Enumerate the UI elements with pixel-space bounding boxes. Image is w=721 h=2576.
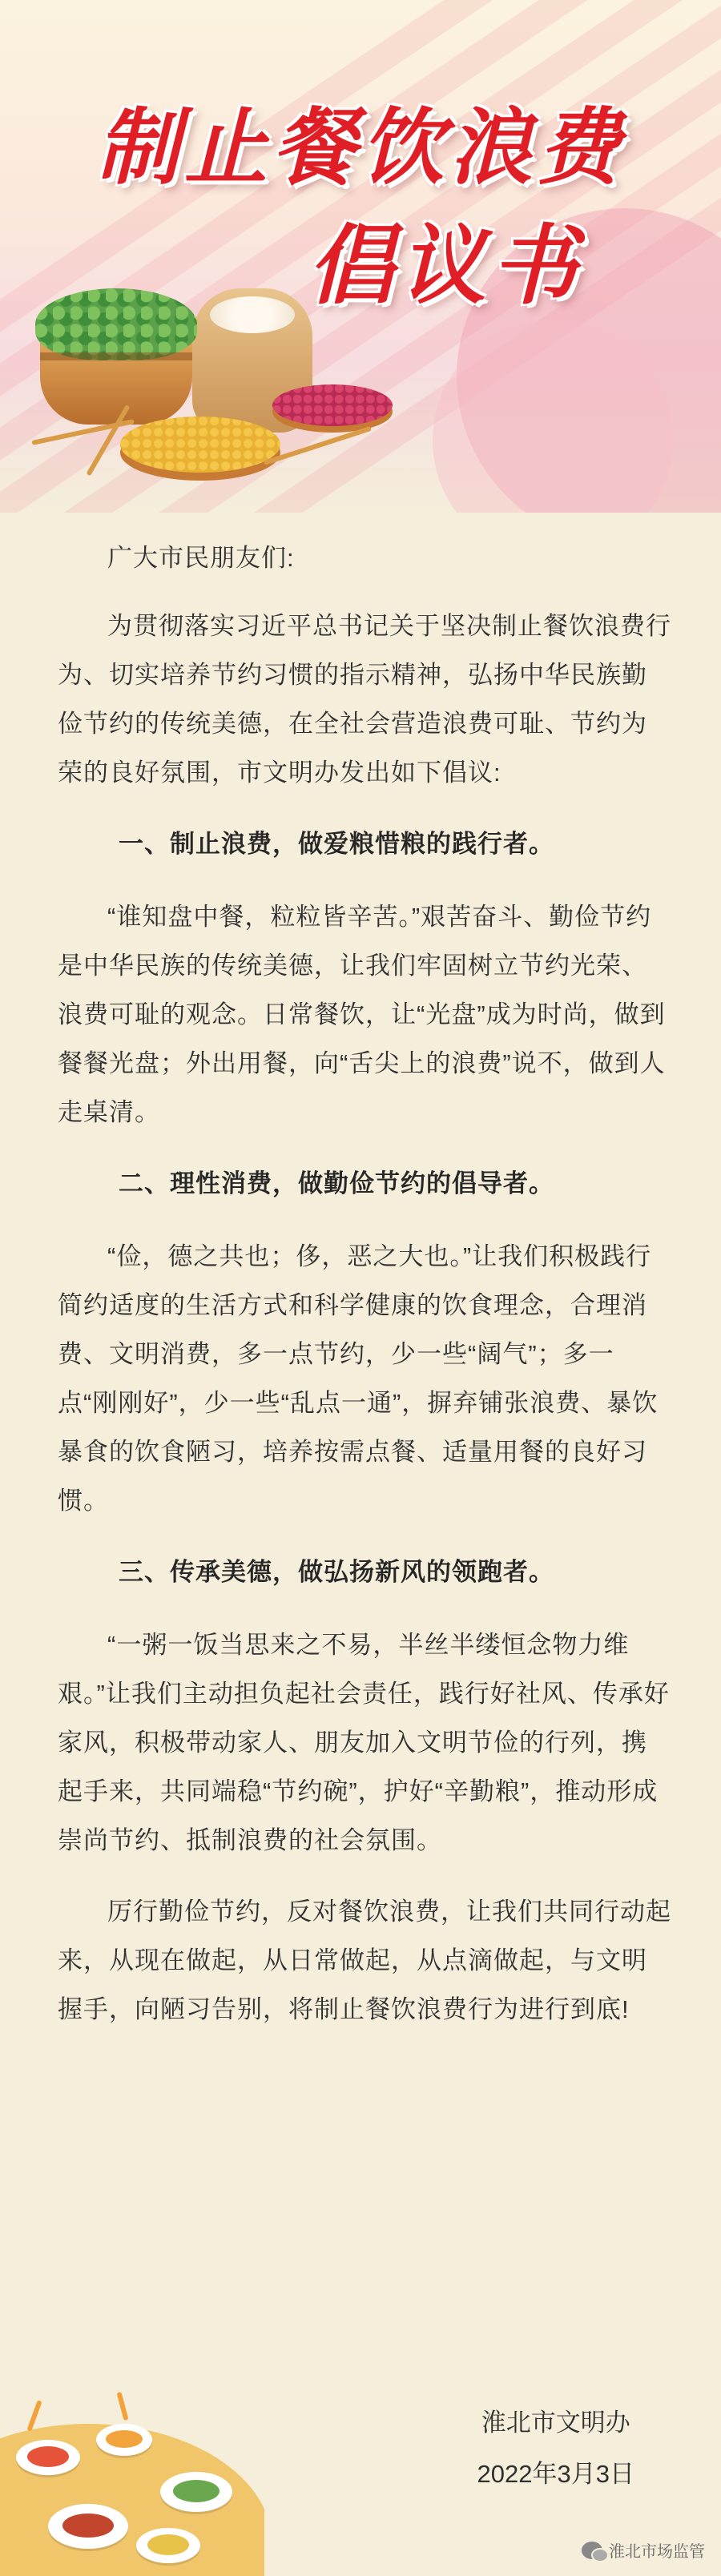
proposal-body [0,513,721,2056]
section-text-3: “一粥一饭当思来之不易，半丝半缕恒念物力维艰。”让我们主动担负起社会责任，践行好社风、传承好家风，积极带动家人、朋友加入文明节俭的行列，携起手来，共同端稳“节约碗”，护好“辛勤粮”，推动形成崇尚节约、抵制浪费的社会氛围。 [58,1631,670,1854]
watermark-text: 淮北市场监管 [609,2543,705,2561]
section-heading-2: 二、理性消费，做勤俭节约的倡导者。 [119,1169,554,1197]
dish [16,2440,80,2475]
dish [48,2504,128,2549]
dish [96,2424,152,2456]
signature-date: 2022年3月3日 [477,2460,634,2488]
title-line-2: 倡议书 [307,216,582,316]
green-bean-basket [40,336,192,425]
signature-org: 淮北市文明办 [481,2409,630,2437]
source-watermark [582,2538,705,2562]
intro-paragraph: 为贯彻落实习近平总书记关于坚决制止餐饮浪费行为、切实培养节约习惯的指示精神，弘扬中华民族勤俭节约的传统美德，在全社会营造浪费可耻、节约为荣的良好氛围，市文明办发出如下倡议: [58,612,671,787]
grain-illustration [24,288,377,513]
chopstick [26,2400,42,2432]
dish [160,2472,232,2512]
title-line-1: 制止餐饮浪费 [95,99,625,196]
closing-paragraph: 厉行勤俭节约，反对餐饮浪费，让我们共同行动起来，从现在做起，从日常做起，从点滴做起，与文明握手，向陋习告别，将制止餐饮浪费行为进行到底! [58,1898,671,2023]
wechat-icon [582,2542,602,2559]
chopstick [116,2392,128,2421]
dish [136,2528,200,2563]
section-heading-3: 三、传承美德，做弘扬新风的领跑者。 [119,1558,554,1586]
section-heading-1: 一、制止浪费，做爱粮惜粮的践行者。 [119,830,554,858]
header-banner [0,0,721,513]
signature-block [477,2397,634,2500]
red-bean-plate [272,384,393,426]
soybean-plate [120,417,280,473]
greeting: 广大市民朋友们: [107,544,295,572]
dining-table-illustration [0,2392,264,2576]
section-text-2: “俭，德之共也；侈，恶之大也。”让我们积极践行简约适度的生活方式和科学健康的饮食理念，合理消费、文明消费，多一点节约，少一些“阔气”；多一点“刚刚好”，少一些“乱点一通”，摒弃铺张浪费、暴饮暴食的饮食陋习，培养按需点餐、适量用餐的良好习惯。 [58,1242,659,1515]
section-text-1: “谁知盘中餐，粒粒皆辛苦。”艰苦奋斗、勤俭节约是中华民族的传统美德，让我们牢固树立节约光荣、浪费可耻的观念。日常餐饮，让“光盘”成为时尚，做到餐餐光盘；外出用餐，向“舌尖上的浪费”说不，做到人走桌清。 [58,903,666,1126]
